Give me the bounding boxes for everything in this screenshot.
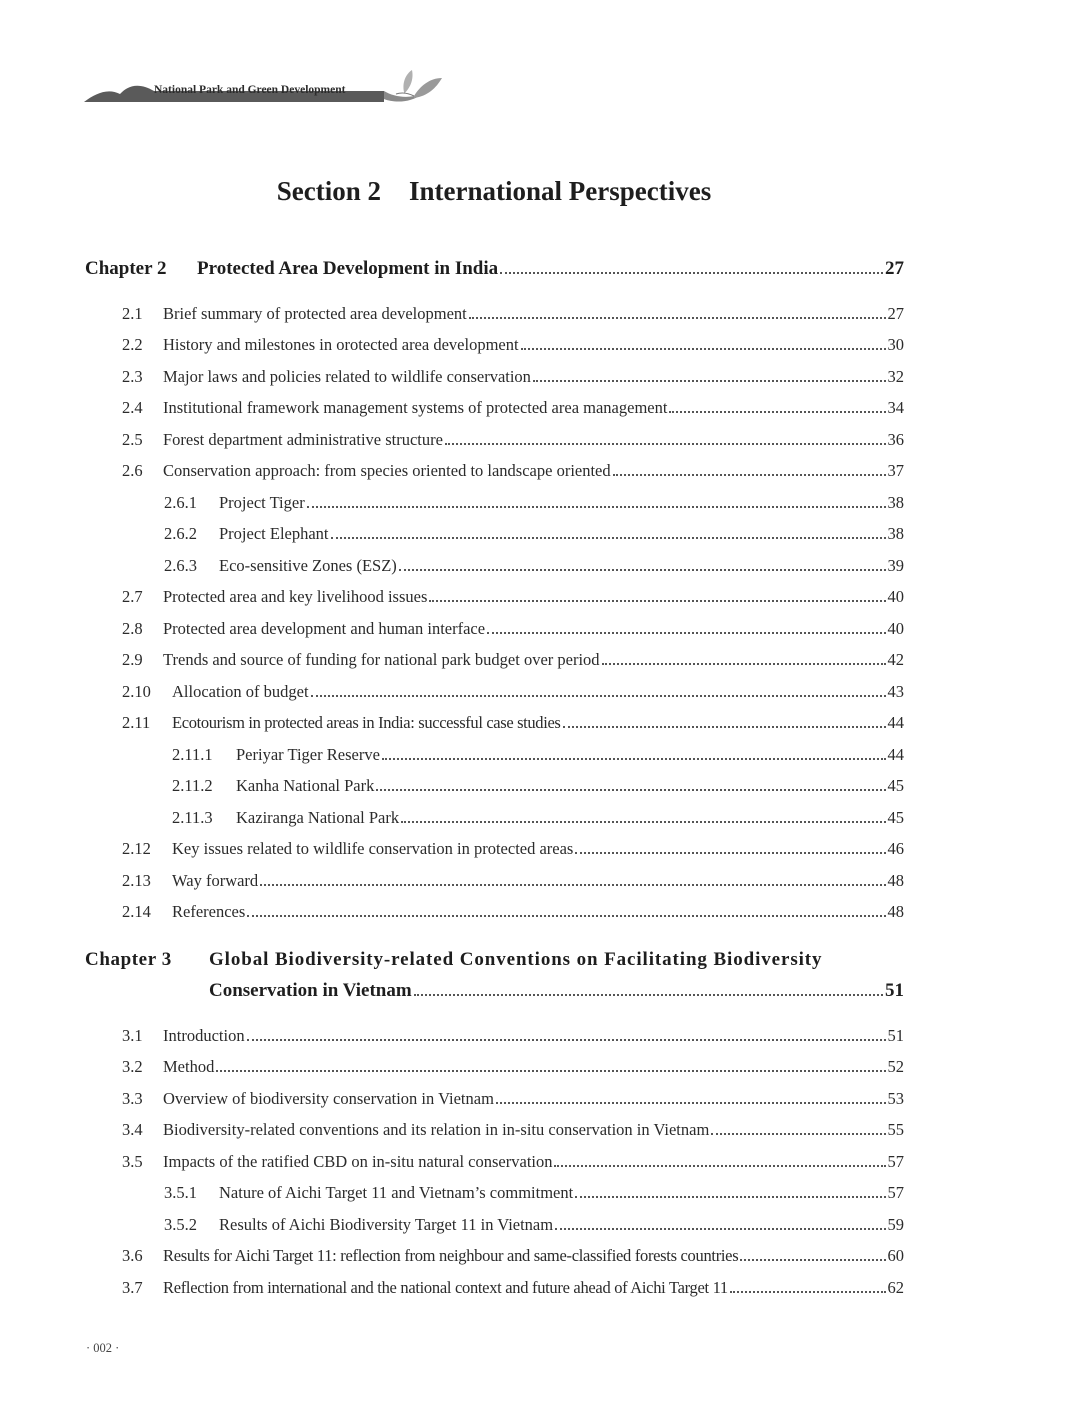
section-number: Section 2 bbox=[276, 176, 382, 206]
toc-entry-3-6[interactable] bbox=[122, 1246, 904, 1266]
toc-entry-2-11[interactable] bbox=[122, 713, 904, 733]
dot-leader bbox=[533, 378, 886, 382]
entry-title: Trends and source of funding for national park budget over period bbox=[163, 650, 600, 669]
entry-title: Forest department administrative structure bbox=[163, 430, 443, 449]
toc-entry-2-8[interactable] bbox=[122, 619, 904, 639]
toc-chapter-3-line-2[interactable] bbox=[209, 980, 904, 1002]
entry-title: Brief summary of protected area development bbox=[163, 304, 467, 323]
toc-entry-2-11-3[interactable] bbox=[172, 808, 904, 828]
entry-number: 2.3 bbox=[122, 367, 143, 386]
entry-page: 53 bbox=[887, 1089, 904, 1108]
entry-title: Protected area and key livelihood issues bbox=[163, 587, 428, 606]
entry-title: Allocation of budget bbox=[172, 682, 309, 701]
entry-number: 2.4 bbox=[122, 398, 143, 417]
entry-page: 46 bbox=[887, 839, 904, 858]
entry-number: 2.8 bbox=[122, 619, 143, 638]
entry-number: 2.14 bbox=[122, 902, 151, 921]
entry-number: 2.11.2 bbox=[172, 776, 213, 795]
entry-number: 3.5 bbox=[122, 1152, 143, 1171]
entry-title: Nature of Aichi Target 11 and Vietnam’s commitment bbox=[219, 1183, 574, 1202]
dot-leader bbox=[575, 850, 885, 854]
dot-leader bbox=[554, 1163, 885, 1167]
dot-leader bbox=[401, 819, 885, 823]
toc-entry-2-1[interactable] bbox=[122, 304, 904, 324]
entry-number: 3.7 bbox=[122, 1278, 143, 1297]
chapter-label: Chapter 2 bbox=[85, 258, 167, 279]
entry-title: Eco-sensitive Zones (ESZ) bbox=[219, 556, 397, 575]
entry-title: History and milestones in orotected area development bbox=[163, 335, 519, 354]
entry-page: 37 bbox=[887, 461, 904, 480]
dot-leader bbox=[260, 882, 885, 886]
entry-page: 38 bbox=[887, 493, 904, 512]
entry-page: 38 bbox=[887, 524, 904, 543]
entry-number: 3.4 bbox=[122, 1120, 143, 1139]
entry-number: 2.9 bbox=[122, 650, 143, 669]
entry-page: 42 bbox=[887, 650, 904, 669]
entry-title: Overview of biodiversity conservation in Vietnam bbox=[163, 1089, 494, 1108]
entry-title: Introduction bbox=[163, 1026, 245, 1045]
entry-page: 51 bbox=[887, 1026, 904, 1045]
entry-title: Kanha National Park bbox=[236, 776, 375, 795]
dot-leader bbox=[247, 1037, 886, 1041]
dot-leader bbox=[496, 1100, 886, 1104]
entry-title: Ecotourism in protected areas in India: successful case studies bbox=[172, 713, 561, 732]
entry-title: Major laws and policies related to wildlife conservation bbox=[163, 367, 531, 386]
toc-entry-3-4[interactable] bbox=[122, 1120, 904, 1140]
entry-page: 40 bbox=[887, 619, 904, 638]
chapter-label: Chapter 3 bbox=[85, 949, 172, 970]
toc-entry-2-6-2[interactable] bbox=[164, 524, 904, 544]
entry-page: 44 bbox=[887, 713, 904, 732]
dot-leader bbox=[711, 1131, 885, 1135]
entry-page: 40 bbox=[887, 587, 904, 606]
dot-leader bbox=[555, 1226, 885, 1230]
toc-entry-2-9[interactable] bbox=[122, 650, 904, 670]
entry-title: Project Elephant bbox=[219, 524, 329, 543]
entry-page: 57 bbox=[887, 1152, 904, 1171]
entry-page: 62 bbox=[887, 1278, 904, 1297]
entry-page: 55 bbox=[887, 1120, 904, 1139]
entry-page: 44 bbox=[887, 745, 904, 764]
entry-title: Periyar Tiger Reserve bbox=[236, 745, 380, 764]
entry-title: Reflection from international and the national context and future ahead of Aichi Target 11 bbox=[163, 1278, 728, 1297]
entry-title: Kaziranga National Park bbox=[236, 808, 400, 827]
dot-leader bbox=[399, 567, 886, 571]
dot-leader bbox=[376, 787, 885, 791]
dot-leader bbox=[216, 1068, 885, 1072]
entry-page: 45 bbox=[887, 808, 904, 827]
entry-title: References bbox=[172, 902, 246, 921]
dot-leader bbox=[414, 992, 883, 996]
dot-leader bbox=[382, 756, 886, 760]
entry-title: Conservation approach: from species oriented to landscape oriented bbox=[163, 461, 611, 480]
entry-page: 59 bbox=[887, 1215, 904, 1234]
toc-entry-2-6-3[interactable] bbox=[164, 556, 904, 576]
toc-entry-3-7[interactable] bbox=[122, 1278, 904, 1298]
dot-leader bbox=[575, 1194, 885, 1198]
entry-number: 2.11 bbox=[122, 713, 151, 732]
entry-page: 48 bbox=[887, 902, 904, 921]
toc-entry-2-6-1[interactable] bbox=[164, 493, 904, 513]
toc-chapter-2[interactable] bbox=[85, 258, 904, 280]
entry-page: 45 bbox=[887, 776, 904, 795]
dot-leader bbox=[521, 346, 886, 350]
entry-title: Institutional framework management systems of protected area management bbox=[163, 398, 668, 417]
entry-page: 39 bbox=[887, 556, 904, 575]
dot-leader bbox=[445, 441, 886, 445]
entry-number: 2.12 bbox=[122, 839, 151, 858]
dot-leader bbox=[563, 724, 886, 728]
toc-entry-2-3[interactable] bbox=[122, 367, 904, 387]
entry-number: 2.6.1 bbox=[164, 493, 197, 512]
entry-number: 3.2 bbox=[122, 1057, 143, 1076]
toc-entry-2-13[interactable] bbox=[122, 871, 904, 891]
entry-title: Results for Aichi Target 11: reflection from neighbour and same-classified forests countries bbox=[163, 1246, 739, 1265]
entry-page: 30 bbox=[887, 335, 904, 354]
toc-entry-2-11-1[interactable] bbox=[172, 745, 904, 765]
entry-number: 2.1 bbox=[122, 304, 143, 323]
section-title bbox=[0, 176, 988, 207]
entry-number: 2.11.1 bbox=[172, 745, 213, 764]
chapter-title: Protected Area Development in India bbox=[197, 258, 499, 279]
chapter-page: 51 bbox=[885, 980, 904, 1001]
entry-page: 48 bbox=[887, 871, 904, 890]
toc-entry-2-12[interactable] bbox=[122, 839, 904, 859]
entry-number: 2.11.3 bbox=[172, 808, 213, 827]
entry-number: 2.6.3 bbox=[164, 556, 197, 575]
entry-title: Method bbox=[163, 1057, 215, 1076]
entry-page: 43 bbox=[887, 682, 904, 701]
dot-leader bbox=[602, 661, 886, 665]
entry-title: Project Tiger bbox=[219, 493, 305, 512]
chapter-title-line-2: Conservation in Vietnam bbox=[209, 980, 412, 1001]
entry-number: 2.6.2 bbox=[164, 524, 197, 543]
toc-entry-2-5[interactable] bbox=[122, 430, 904, 450]
entry-page: 27 bbox=[887, 304, 904, 323]
entry-title: Protected area development and human interface bbox=[163, 619, 486, 638]
dot-leader bbox=[311, 693, 886, 697]
toc-entry-2-14[interactable] bbox=[122, 902, 904, 922]
entry-number: 2.6 bbox=[122, 461, 143, 480]
section-name: International Perspectives bbox=[409, 176, 712, 206]
entry-number: 3.3 bbox=[122, 1089, 143, 1108]
entry-title: Biodiversity-related conventions and its relation in in-situ conservation in Vietnam bbox=[163, 1120, 710, 1139]
chapter-title-line-1: Global Biodiversity-related Conventions on Facilitating Biodiversity bbox=[209, 949, 823, 970]
entry-number: 2.5 bbox=[122, 430, 143, 449]
entry-page: 34 bbox=[887, 398, 904, 417]
entry-title: Results of Aichi Biodiversity Target 11 in Vietnam bbox=[219, 1215, 554, 1234]
entry-page: 57 bbox=[887, 1183, 904, 1202]
entry-title: Way forward bbox=[172, 871, 259, 890]
toc-entry-3-1[interactable] bbox=[122, 1026, 904, 1046]
entry-page: 60 bbox=[887, 1246, 904, 1265]
dot-leader bbox=[669, 409, 885, 413]
entry-page: 36 bbox=[887, 430, 904, 449]
entry-page: 52 bbox=[887, 1057, 904, 1076]
dot-leader bbox=[331, 535, 886, 539]
entry-title: Impacts of the ratified CBD on in-situ natural conservation bbox=[163, 1152, 553, 1171]
dot-leader bbox=[740, 1257, 885, 1261]
entry-number: 2.10 bbox=[122, 682, 151, 701]
entry-number: 2.13 bbox=[122, 871, 151, 890]
toc-entry-3-5-2[interactable] bbox=[164, 1215, 904, 1235]
dot-leader bbox=[730, 1289, 886, 1293]
toc-entry-2-4[interactable] bbox=[122, 398, 904, 418]
toc-entry-3-2[interactable] bbox=[122, 1057, 904, 1077]
entry-number: 2.7 bbox=[122, 587, 143, 606]
toc-entry-3-5-1[interactable] bbox=[164, 1183, 904, 1203]
toc-entry-2-2[interactable] bbox=[122, 335, 904, 355]
toc-chapter-3[interactable] bbox=[85, 949, 904, 971]
dot-leader bbox=[487, 630, 885, 634]
toc-entry-2-11-2[interactable] bbox=[172, 776, 904, 796]
running-header-title: National Park and Green Development bbox=[154, 84, 346, 96]
dot-leader bbox=[469, 315, 886, 319]
toc-entry-3-5[interactable] bbox=[122, 1152, 904, 1172]
entry-number: 3.5.2 bbox=[164, 1215, 197, 1234]
entry-number: 3.6 bbox=[122, 1246, 143, 1265]
entry-page: 32 bbox=[887, 367, 904, 386]
toc-entry-2-6[interactable] bbox=[122, 461, 904, 481]
dot-leader bbox=[307, 504, 886, 508]
dot-leader bbox=[500, 270, 883, 274]
dot-leader bbox=[247, 913, 885, 917]
toc-entry-3-3[interactable] bbox=[122, 1089, 904, 1109]
entry-title: Key issues related to wildlife conservation in protected areas bbox=[172, 839, 574, 858]
toc-entry-2-7[interactable] bbox=[122, 587, 904, 607]
entry-number: 2.2 bbox=[122, 335, 143, 354]
dot-leader bbox=[613, 472, 886, 476]
page-number: · 002 · bbox=[86, 1341, 120, 1355]
entry-number: 3.1 bbox=[122, 1026, 143, 1045]
chapter-page: 27 bbox=[885, 258, 904, 279]
dot-leader bbox=[429, 598, 885, 602]
toc-entry-2-10[interactable] bbox=[122, 682, 904, 702]
entry-number: 3.5.1 bbox=[164, 1183, 197, 1202]
running-header bbox=[84, 66, 454, 108]
